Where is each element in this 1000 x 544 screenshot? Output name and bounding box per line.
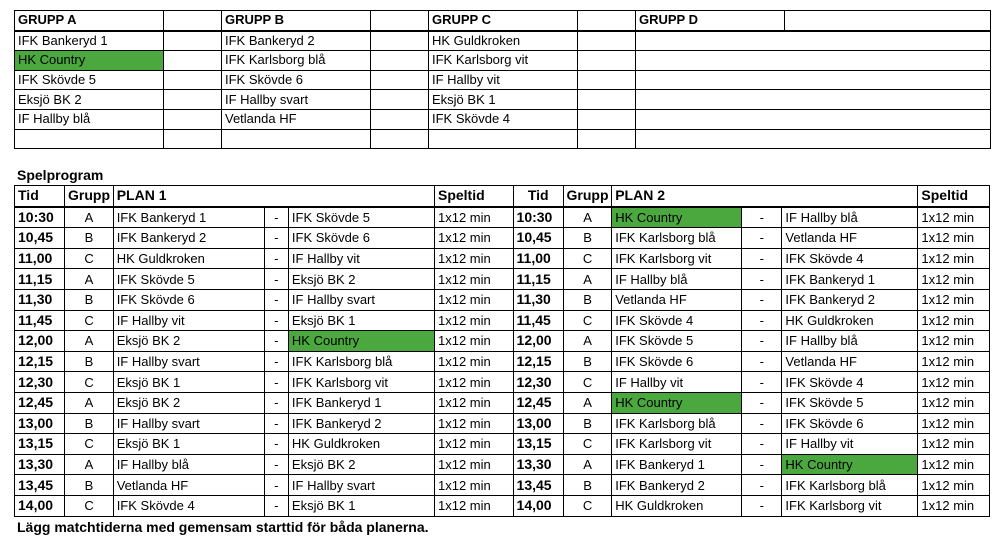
vs-dash: - <box>264 495 288 516</box>
empty-cell <box>164 90 222 110</box>
schedule-header-row <box>15 186 990 207</box>
speltid-cell: 1x12 min <box>918 413 990 434</box>
group-a-header: GRUPP A <box>15 11 164 31</box>
speltid-cell: 1x12 min <box>434 310 513 331</box>
away-team-cell: IF Hallby blå <box>782 207 918 228</box>
empty-cell <box>164 31 222 51</box>
group-row <box>15 129 991 149</box>
grupp-header-2: Grupp <box>563 186 611 207</box>
vs-dash: - <box>264 434 288 455</box>
home-team-cell: IFK Skövde 4 <box>612 310 742 331</box>
vs-dash: - <box>264 351 288 372</box>
group-cell: B <box>65 289 113 310</box>
away-team-cell: HK Guldkroken <box>782 310 918 331</box>
vs-dash: - <box>742 248 782 269</box>
groups-header-row <box>15 11 991 31</box>
schedule-row <box>15 248 990 269</box>
speltid-cell: 1x12 min <box>918 289 990 310</box>
vs-dash: - <box>742 351 782 372</box>
time-cell: 11,30 <box>15 289 65 310</box>
speltid-cell: 1x12 min <box>918 207 990 228</box>
time-cell: 10,45 <box>15 228 65 249</box>
vs-dash: - <box>264 372 288 393</box>
time-cell: 12,45 <box>15 392 65 413</box>
vs-dash: - <box>264 331 288 352</box>
empty-cell <box>578 70 636 90</box>
schedule-row <box>15 454 990 475</box>
away-team-cell: IF Hallby svart <box>288 475 434 496</box>
away-team-cell: IF Hallby vit <box>288 248 434 269</box>
group-cell: B <box>563 228 611 249</box>
home-team-cell: Eksjö BK 1 <box>113 434 264 455</box>
schedule-row <box>15 228 990 249</box>
time-cell: 13,00 <box>513 413 563 434</box>
group-cell: C <box>65 310 113 331</box>
schedule-table <box>14 185 990 517</box>
speltid-header: Speltid <box>434 186 513 207</box>
group-row <box>15 109 991 129</box>
schedule-row <box>15 495 990 516</box>
schedule-row <box>15 413 990 434</box>
vs-dash: - <box>264 475 288 496</box>
home-team-cell: IF Hallby svart <box>113 413 264 434</box>
speltid-cell: 1x12 min <box>918 372 990 393</box>
speltid-cell: 1x12 min <box>434 289 513 310</box>
speltid-cell: 1x12 min <box>918 351 990 372</box>
schedule-row <box>15 434 990 455</box>
group-cell: B <box>563 351 611 372</box>
empty-cell <box>164 129 222 149</box>
empty-cell <box>371 109 429 129</box>
group-cell: A <box>65 269 113 290</box>
schedule-row <box>15 351 990 372</box>
speltid-cell: 1x12 min <box>434 495 513 516</box>
speltid-cell: 1x12 min <box>434 351 513 372</box>
vs-dash: - <box>742 495 782 516</box>
group-team-cell <box>636 51 991 71</box>
footnote: Lägg matchtiderna med gemensam starttid för båda planerna. <box>17 519 429 535</box>
empty-cell <box>164 11 222 31</box>
away-team-cell: IFK Bankeryd 1 <box>288 392 434 413</box>
away-team-cell: IF Hallby blå <box>782 331 918 352</box>
group-team-cell <box>15 129 164 149</box>
group-team-cell: IFK Karlsborg vit <box>429 51 578 71</box>
speltid-cell: 1x12 min <box>918 269 990 290</box>
vs-dash: - <box>742 310 782 331</box>
time-cell: 12,00 <box>15 331 65 352</box>
time-cell: 10:30 <box>15 207 65 228</box>
schedule-row <box>15 331 990 352</box>
home-team-cell: HK Country <box>612 207 742 228</box>
group-team-cell: HK Guldkroken <box>429 31 578 51</box>
group-cell: C <box>65 248 113 269</box>
home-team-cell: IFK Skövde 5 <box>113 269 264 290</box>
vs-dash: - <box>264 248 288 269</box>
time-cell: 12,15 <box>513 351 563 372</box>
home-team-cell: IFK Karlsborg vit <box>612 248 742 269</box>
away-team-cell: IFK Skövde 5 <box>288 207 434 228</box>
away-team-cell: IFK Karlsborg blå <box>782 475 918 496</box>
schedule-row <box>15 372 990 393</box>
empty-cell <box>578 51 636 71</box>
vs-dash: - <box>742 207 782 228</box>
vs-dash: - <box>742 289 782 310</box>
group-cell: C <box>563 434 611 455</box>
vs-dash: - <box>264 269 288 290</box>
home-team-cell: IFK Bankeryd 2 <box>113 228 264 249</box>
group-row <box>15 70 991 90</box>
group-cell: C <box>563 248 611 269</box>
home-team-cell: IFK Bankeryd 1 <box>113 207 264 228</box>
away-team-cell: IFK Karlsborg blå <box>288 351 434 372</box>
empty-cell <box>785 11 991 31</box>
time-cell: 12,30 <box>15 372 65 393</box>
empty-cell <box>578 129 636 149</box>
group-cell: C <box>563 372 611 393</box>
time-cell: 11,30 <box>513 289 563 310</box>
empty-cell <box>371 11 429 31</box>
home-team-cell: IFK Karlsborg blå <box>612 228 742 249</box>
speltid-cell: 1x12 min <box>434 413 513 434</box>
speltid-cell: 1x12 min <box>434 207 513 228</box>
home-team-cell: IF Hallby blå <box>113 454 264 475</box>
empty-cell <box>164 70 222 90</box>
tid-header-2: Tid <box>513 186 563 207</box>
group-team-cell: IFK Bankeryd 1 <box>15 31 164 51</box>
groups-table <box>14 10 991 149</box>
time-cell: 12,45 <box>513 392 563 413</box>
group-cell: B <box>563 413 611 434</box>
group-team-cell <box>429 129 578 149</box>
speltid-cell: 1x12 min <box>918 454 990 475</box>
group-cell: A <box>563 269 611 290</box>
speltid-cell: 1x12 min <box>918 310 990 331</box>
vs-dash: - <box>742 454 782 475</box>
time-cell: 11,15 <box>513 269 563 290</box>
time-cell: 12,15 <box>15 351 65 372</box>
speltid-cell: 1x12 min <box>918 248 990 269</box>
group-cell: A <box>563 207 611 228</box>
away-team-cell: HK Country <box>288 331 434 352</box>
home-team-cell: IFK Bankeryd 1 <box>612 454 742 475</box>
time-cell: 12,00 <box>513 331 563 352</box>
time-cell: 11,45 <box>15 310 65 331</box>
group-row <box>15 90 991 110</box>
home-team-cell: IFK Skövde 5 <box>612 331 742 352</box>
empty-cell <box>578 90 636 110</box>
plan2-header: PLAN 2 <box>612 186 918 207</box>
group-cell: B <box>65 475 113 496</box>
group-team-cell: Eksjö BK 2 <box>15 90 164 110</box>
time-cell: 10:30 <box>513 207 563 228</box>
group-team-cell <box>636 31 991 51</box>
vs-dash: - <box>742 269 782 290</box>
away-team-cell: IFK Bankeryd 1 <box>782 269 918 290</box>
time-cell: 14,00 <box>15 495 65 516</box>
home-team-cell: Vetlanda HF <box>113 475 264 496</box>
empty-cell <box>578 31 636 51</box>
away-team-cell: Vetlanda HF <box>782 228 918 249</box>
away-team-cell: IFK Skövde 4 <box>782 248 918 269</box>
speltid-cell: 1x12 min <box>918 434 990 455</box>
speltid-cell: 1x12 min <box>434 372 513 393</box>
vs-dash: - <box>264 413 288 434</box>
away-team-cell: Eksjö BK 1 <box>288 495 434 516</box>
away-team-cell: IF Hallby svart <box>288 289 434 310</box>
group-cell: A <box>65 207 113 228</box>
time-cell: 13,45 <box>513 475 563 496</box>
group-cell: C <box>65 495 113 516</box>
home-team-cell: IFK Skövde 6 <box>612 351 742 372</box>
group-team-cell: IFK Bankeryd 2 <box>222 31 371 51</box>
time-cell: 13,15 <box>513 434 563 455</box>
group-team-cell: Eksjö BK 1 <box>429 90 578 110</box>
speltid-cell: 1x12 min <box>434 331 513 352</box>
group-cell: B <box>65 413 113 434</box>
time-cell: 10,45 <box>513 228 563 249</box>
speltid-cell: 1x12 min <box>434 228 513 249</box>
group-team-cell: IF Hallby vit <box>429 70 578 90</box>
group-team-cell <box>222 129 371 149</box>
empty-cell <box>371 70 429 90</box>
time-cell: 13,30 <box>15 454 65 475</box>
home-team-cell: IFK Karlsborg vit <box>612 434 742 455</box>
group-row <box>15 51 991 71</box>
group-team-cell <box>636 109 991 129</box>
away-team-cell: Eksjö BK 2 <box>288 454 434 475</box>
grupp-header: Grupp <box>65 186 113 207</box>
away-team-cell: IFK Skövde 4 <box>782 372 918 393</box>
speltid-cell: 1x12 min <box>918 331 990 352</box>
home-team-cell: IFK Bankeryd 2 <box>612 475 742 496</box>
home-team-cell: Eksjö BK 2 <box>113 331 264 352</box>
vs-dash: - <box>264 310 288 331</box>
group-team-cell: IFK Karlsborg blå <box>222 51 371 71</box>
vs-dash: - <box>264 228 288 249</box>
vs-dash: - <box>742 392 782 413</box>
empty-cell <box>371 31 429 51</box>
schedule-row <box>15 289 990 310</box>
vs-dash: - <box>742 413 782 434</box>
home-team-cell: Vetlanda HF <box>612 289 742 310</box>
away-team-cell: IFK Skövde 5 <box>782 392 918 413</box>
schedule-row <box>15 475 990 496</box>
home-team-cell: HK Guldkroken <box>612 495 742 516</box>
group-cell: C <box>65 372 113 393</box>
home-team-cell: HK Country <box>612 392 742 413</box>
group-cell: A <box>563 392 611 413</box>
group-team-cell: IF Hallby blå <box>15 109 164 129</box>
group-cell: A <box>563 454 611 475</box>
schedule-row <box>15 269 990 290</box>
speltid-cell: 1x12 min <box>434 248 513 269</box>
group-row <box>15 31 991 51</box>
vs-dash: - <box>264 392 288 413</box>
away-team-cell: HK Guldkroken <box>288 434 434 455</box>
group-cell: A <box>65 331 113 352</box>
speltid-header-2: Speltid <box>918 186 990 207</box>
schedule-row <box>15 392 990 413</box>
home-team-cell: IFK Skövde 6 <box>113 289 264 310</box>
time-cell: 13,30 <box>513 454 563 475</box>
plan1-header: PLAN 1 <box>113 186 434 207</box>
home-team-cell: IF Hallby vit <box>612 372 742 393</box>
empty-cell <box>164 51 222 71</box>
group-cell: A <box>563 331 611 352</box>
group-team-cell: HK Country <box>15 51 164 71</box>
tid-header: Tid <box>15 186 65 207</box>
schedule-row <box>15 310 990 331</box>
home-team-cell: IF Hallby svart <box>113 351 264 372</box>
group-cell: B <box>563 475 611 496</box>
away-team-cell: IFK Karlsborg vit <box>288 372 434 393</box>
speltid-cell: 1x12 min <box>434 392 513 413</box>
speltid-cell: 1x12 min <box>434 475 513 496</box>
away-team-cell: IFK Karlsborg vit <box>782 495 918 516</box>
group-team-cell: IFK Skövde 5 <box>15 70 164 90</box>
group-team-cell <box>636 70 991 90</box>
group-cell: C <box>65 434 113 455</box>
time-cell: 14,00 <box>513 495 563 516</box>
empty-cell <box>578 11 636 31</box>
group-cell: B <box>563 289 611 310</box>
away-team-cell: Vetlanda HF <box>782 351 918 372</box>
speltid-cell: 1x12 min <box>434 269 513 290</box>
group-cell: C <box>563 310 611 331</box>
group-cell: B <box>65 351 113 372</box>
home-team-cell: HK Guldkroken <box>113 248 264 269</box>
speltid-cell: 1x12 min <box>918 495 990 516</box>
schedule-row <box>15 207 990 228</box>
time-cell: 11,15 <box>15 269 65 290</box>
group-cell: C <box>563 495 611 516</box>
group-team-cell: IFK Skövde 4 <box>429 109 578 129</box>
home-team-cell: IFK Karlsborg blå <box>612 413 742 434</box>
empty-cell <box>371 129 429 149</box>
home-team-cell: IF Hallby blå <box>612 269 742 290</box>
time-cell: 11,00 <box>513 248 563 269</box>
group-d-header: GRUPP D <box>636 11 785 31</box>
speltid-cell: 1x12 min <box>918 392 990 413</box>
home-team-cell: Eksjö BK 1 <box>113 372 264 393</box>
speltid-cell: 1x12 min <box>434 434 513 455</box>
group-team-cell: IFK Skövde 6 <box>222 70 371 90</box>
away-team-cell: HK Country <box>782 454 918 475</box>
time-cell: 13,15 <box>15 434 65 455</box>
away-team-cell: Eksjö BK 1 <box>288 310 434 331</box>
away-team-cell: IFK Bankeryd 2 <box>782 289 918 310</box>
group-b-header: GRUPP B <box>222 11 371 31</box>
vs-dash: - <box>742 434 782 455</box>
time-cell: 13,45 <box>15 475 65 496</box>
home-team-cell: Eksjö BK 2 <box>113 392 264 413</box>
vs-dash: - <box>742 372 782 393</box>
home-team-cell: IFK Skövde 4 <box>113 495 264 516</box>
time-cell: 12,30 <box>513 372 563 393</box>
time-cell: 11,00 <box>15 248 65 269</box>
time-cell: 13,00 <box>15 413 65 434</box>
away-team-cell: Eksjö BK 2 <box>288 269 434 290</box>
speltid-cell: 1x12 min <box>434 454 513 475</box>
schedule-title: Spelprogram <box>17 167 104 183</box>
group-team-cell: IF Hallby svart <box>222 90 371 110</box>
vs-dash: - <box>742 228 782 249</box>
group-cell: B <box>65 228 113 249</box>
empty-cell <box>578 109 636 129</box>
time-cell: 11,45 <box>513 310 563 331</box>
away-team-cell: IFK Skövde 6 <box>288 228 434 249</box>
group-team-cell <box>636 90 991 110</box>
vs-dash: - <box>264 454 288 475</box>
vs-dash: - <box>264 289 288 310</box>
group-cell: A <box>65 392 113 413</box>
empty-cell <box>371 51 429 71</box>
group-c-header: GRUPP C <box>429 11 578 31</box>
speltid-cell: 1x12 min <box>918 475 990 496</box>
group-team-cell <box>636 129 991 149</box>
group-team-cell: Vetlanda HF <box>222 109 371 129</box>
group-cell: A <box>65 454 113 475</box>
vs-dash: - <box>742 331 782 352</box>
empty-cell <box>371 90 429 110</box>
away-team-cell: IF Hallby vit <box>782 434 918 455</box>
speltid-cell: 1x12 min <box>918 228 990 249</box>
vs-dash: - <box>264 207 288 228</box>
away-team-cell: IFK Skövde 6 <box>782 413 918 434</box>
vs-dash: - <box>742 475 782 496</box>
away-team-cell: IFK Bankeryd 2 <box>288 413 434 434</box>
home-team-cell: IF Hallby vit <box>113 310 264 331</box>
empty-cell <box>164 109 222 129</box>
